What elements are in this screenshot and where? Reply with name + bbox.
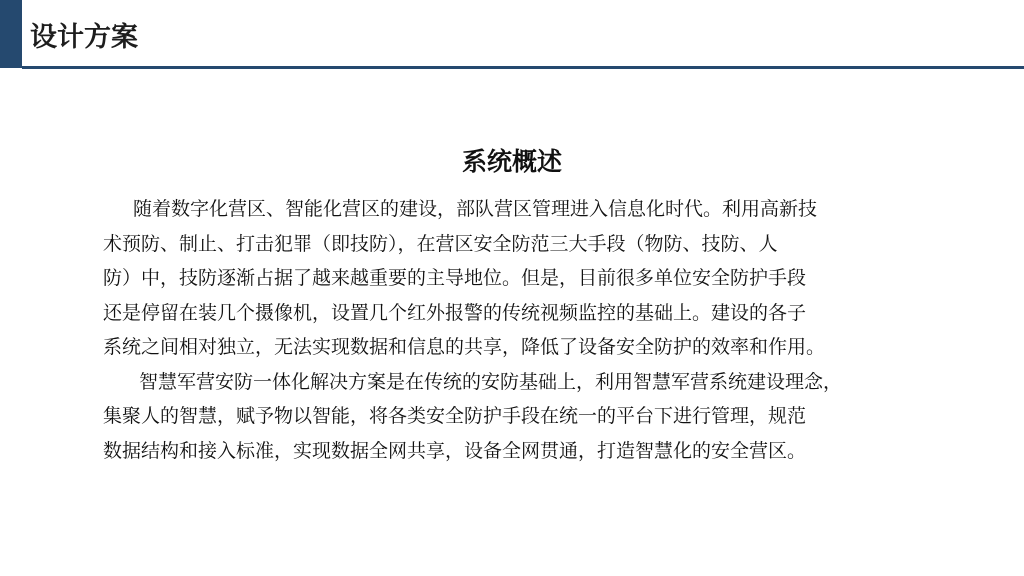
paragraph-line: 集聚人的智慧，赋予物以智能，将各类安全防护手段在统一的平台下进行管理，规范	[103, 405, 807, 427]
body-paragraphs	[103, 192, 943, 468]
paragraph-line: 术预防、制止、打击犯罪（即技防），在营区安全防范三大手段（物防、技防、人	[103, 232, 778, 255]
header-divider	[22, 66, 1024, 69]
header-accent-bar	[0, 0, 22, 68]
paragraph-line: 智慧军营安防一体化解决方案是在传统的安防基础上，利用智慧军营系统建设理念，	[139, 370, 843, 393]
paragraph-line: 还是停留在装几个摄像机，设置几个红外报警的传统视频监控的基础上。建设的各子	[103, 301, 807, 324]
paragraph-line: 系统之间相对独立，无法实现数据和信息的共享，降低了设备安全防护的效率和作用。	[103, 336, 826, 358]
section-title: 系统概述	[461, 147, 562, 176]
header-title: 设计方案	[30, 22, 138, 53]
paragraph-line: 数据结构和接入标准，实现数据全网共享，设备全网贯通，打造智慧化的安全营区。	[103, 439, 807, 462]
paragraph-line: 随着数字化营区、智能化营区的建设，部队营区管理进入信息化时代。利用高新技	[133, 198, 818, 220]
paragraph-line: 防）中，技防逐渐占据了越来越重要的主导地位。但是，目前很多单位安全防护手段	[103, 267, 807, 289]
